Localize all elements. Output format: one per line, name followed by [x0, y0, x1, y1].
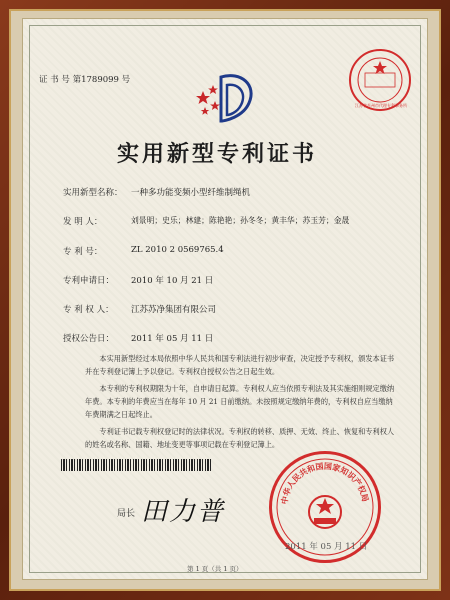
certificate-paper — [22, 18, 428, 580]
director-signature: 田力普 — [141, 497, 226, 527]
filing-date-label: 专利申请日： — [63, 276, 115, 286]
corner-seal-icon — [351, 51, 409, 109]
inventor-label: 发 明 人： — [63, 217, 103, 227]
patentee-label: 专 利 权 人： — [63, 305, 114, 315]
cnipa-logo-icon — [191, 71, 261, 127]
utility-model-name-value: 一种多功能变频小型纤维制绳机 — [131, 188, 251, 198]
paragraph-term: 本专利的专利权期限为十年，自申请日起算。专利权人应当依照专利法及其实施细则规定缴纳年费。本专利的年费应当在每年 10 月 21 日前缴纳。未按照规定缴纳年费的，专利权自应当缴纳年费期满之日起终止。 — [85, 384, 395, 419]
filing-date-value: 2010 年 10 月 21 日 — [131, 276, 214, 286]
grant-date-value: 2011 年 05 月 11 日 — [131, 334, 214, 344]
seal-date: 2011 年 05 月 11 日 — [285, 542, 368, 552]
patent-number-value: ZL 2010 2 0569765.4 — [131, 245, 224, 255]
paragraph-legal-status: 专利证书记载专利权登记时的法律状况。专利权的转移、质押、无效、终止、恢复和专利权人的姓名或名称、国籍、地址变更等事项记载在专利登记簿上。 — [85, 427, 395, 449]
patent-number-label: 专 利 号： — [63, 247, 103, 257]
utility-model-name-label: 实用新型名称： — [63, 188, 123, 198]
patentee-value: 江苏苏净集团有限公司 — [131, 305, 217, 315]
grant-date-label: 授权公告日： — [63, 334, 115, 344]
page-footer: 第 1 页（共 1 页） — [187, 565, 243, 573]
inventor-value: 刘景明；史乐；林建；陈艳艳；孙冬冬；黄丰华；苏玉芳；金晟 — [131, 216, 350, 225]
barcode — [61, 459, 211, 471]
corner-seal-text: 江苏省苏州市代理专利事务所 — [355, 103, 407, 108]
corner-seal — [349, 49, 411, 111]
paragraph-grant: 本实用新型经过本局依照中华人民共和国专利法进行初步审查，决定授予专利权，颁发本证书并在专利登记簿上予以登记。专利权自授权公告之日起生效。 — [85, 354, 395, 376]
certificate-title: 实用新型专利证书 — [117, 141, 318, 167]
director-label: 局长 — [117, 509, 136, 519]
certificate-number: 证 书 号 第1789099 号 — [39, 75, 131, 85]
svg-text:中华人民共和国国家知识产权局: 中华人民共和国国家知识产权局 — [279, 461, 370, 505]
